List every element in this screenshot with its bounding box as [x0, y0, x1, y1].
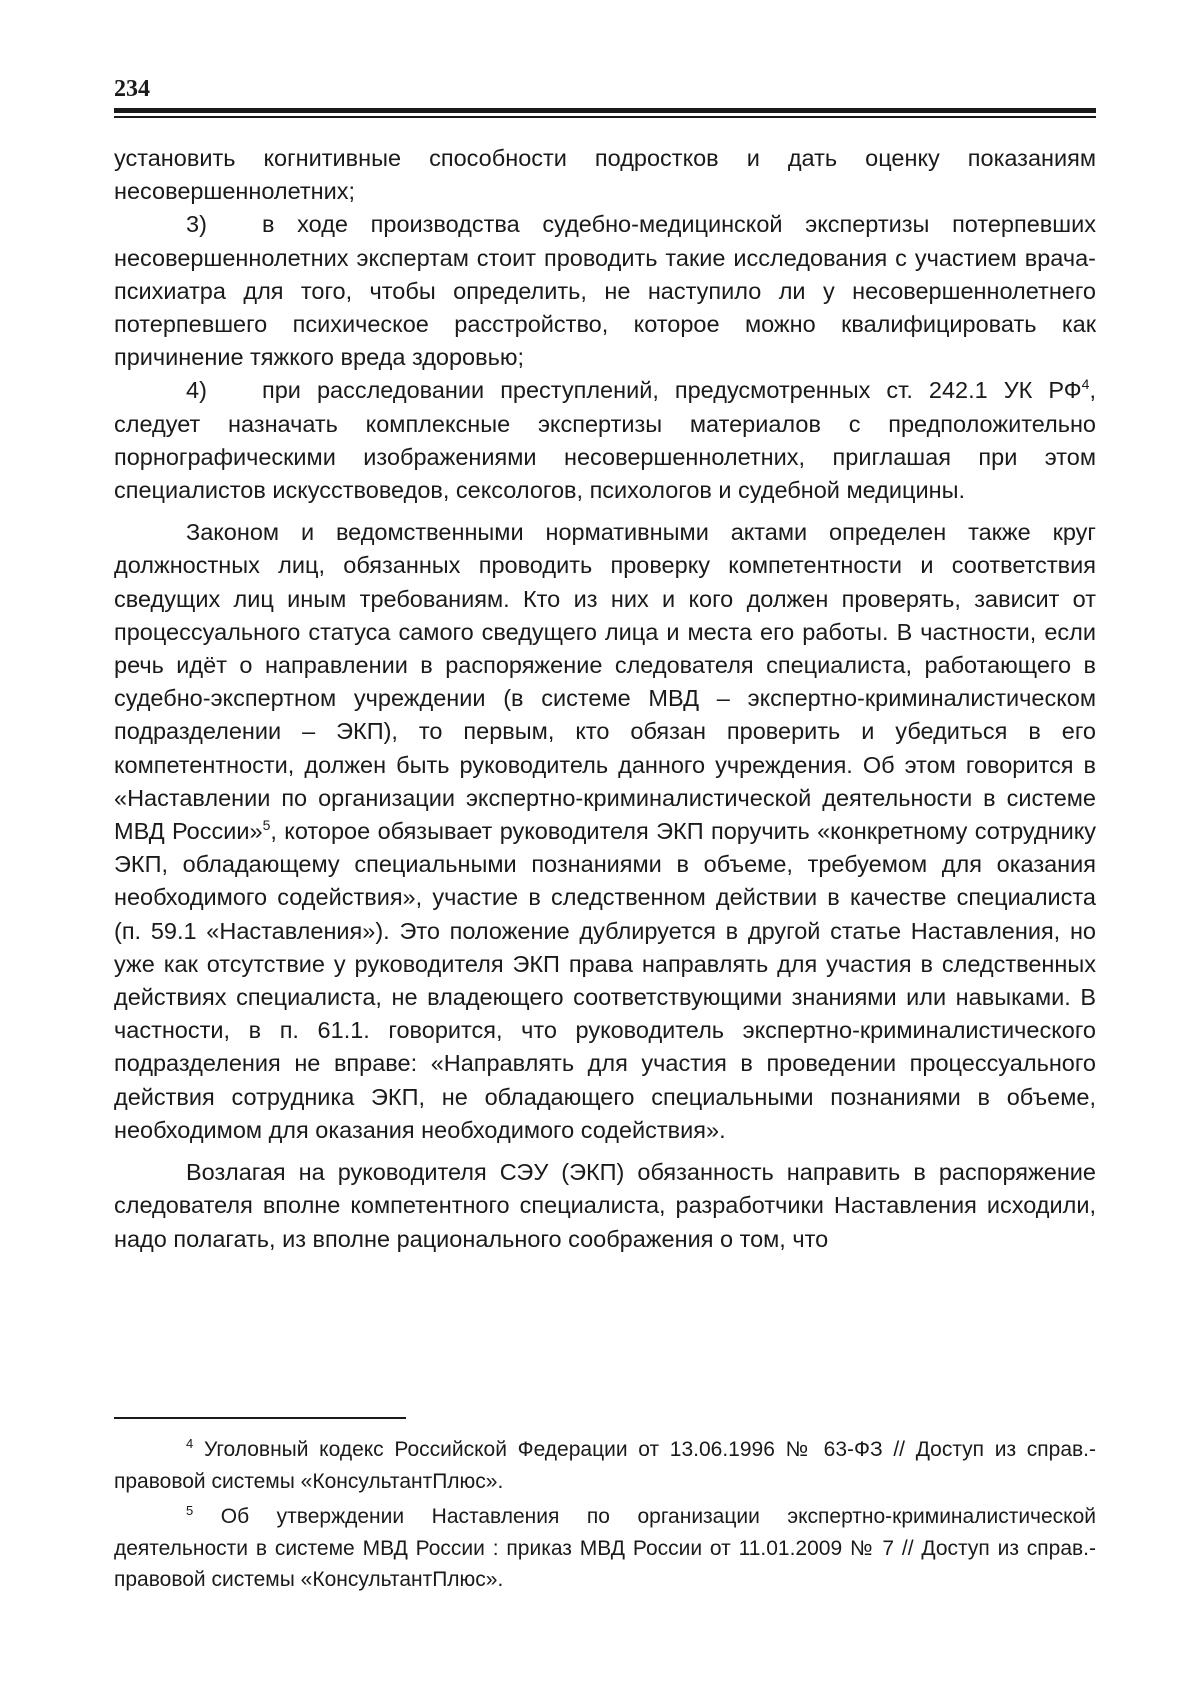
footnote-ref-4: 4 — [1081, 376, 1090, 393]
footnote-4: $^4$ Уголовный кодекс Российской Федерации от 13.06.1996 № 63-ФЗ // Доступ из справ.-правовой системы «КонсультантПлюс». — [114, 1436, 1097, 1493]
header-rule-thick — [114, 108, 1096, 113]
footnote-ref-5: 5 — [262, 817, 271, 834]
list-item-4: 4) при расследовании преступлений, предусмотренных ст. 242.1 УК $РФ^4$, следует назначать комплексные экспертизы материалов с предположительно порнографическими изображениями несовершеннолетних, приглашая при этом специалистов искусствоведов, сексологов, психологов и судебной медицины. — [114, 374, 1096, 507]
paragraph-officials: Законом и ведомственными нормативными актами определен также круг должностных лиц, обязанных проводить проверку компетентности и соответствия сведущих лиц иным требованиям. Кто из них и кого должен проверять, зависит от процессуального статуса самого сведущего лица и места его работы. В частности, если речь идёт о направлении в распоряжение следователя специалиста, работающего в судебно-экспертном учреждении (в системе МВД – экспертно-криминалистическом подразделении – ЭКП), то первым, кто обязан проверить и убедиться в его компетентности, должен быть руководитель данного учреждения. Об этом говорится в «Наставлении по организации экспертно-криминалистической деятельности в системе МВД России»$^5$, которое обязывает руководителя ЭКП поручить «конкретному сотруднику ЭКП, обладающему специальными познаниями в объеме, требуемом для оказания необходимого содействия», участие в следственном действии в качестве специалиста (п. 59.1 «Наставления»). Это положение дублируется в другой статье Наставления, но уже как отсутствие у руководителя ЭКП права направлять для участия в следственных действиях специалиста, не владеющего соответствующими знаниями или навыками. В частности, в п. 61.1. говорится, что руководитель экспертно-криминалистического подразделения не вправе: «Направлять для участия в проведении процессуального действия сотрудника ЭКП, не обладающего специальными познаниями в объеме, необходимом для оказания необходимого содействия». — [114, 519, 1096, 1143]
list-number: 3) — [186, 211, 207, 238]
body-text — [114, 142, 1096, 1256]
list-number: 4) — [186, 377, 207, 404]
paragraph-conclusion: Возлагая на руководителя СЭУ (ЭКП) обязанность направить в распоряжение следователя вполне компетентного специалиста, разработчики Наставления исходили, надо полагать, из вполне рационального соображения о том, что — [114, 1159, 1096, 1252]
footnote-mark: 4 — [186, 1436, 194, 1451]
footnote-5: $^5$ Об утверждении Наставления по организации экспертно-криминалистической деятельности в системе МВД России : приказ МВД России от 11.01.2009 № 7 // Доступ из справ.-правовой системы «КонсультантПлюс». — [114, 1503, 1096, 1591]
header-rule-thin — [114, 116, 1096, 118]
footnote-mark: 5 — [186, 1503, 194, 1518]
page-number: 234 — [114, 76, 150, 102]
list-item-3: 3) в ходе производства судебно-медицинской экспертизы потерпевших несовершеннолетних экспертам стоит проводить такие исследования с участием врача-психиатра для того, чтобы определить, не наступило ли у несовершеннолетнего потерпевшего психическое расстройство, которое можно квалифицировать как причинение тяжкого вреда здоровью; — [114, 208, 1096, 374]
footnotes — [114, 1434, 1096, 1600]
paragraph-continuation: установить когнитивные способности подростков и дать оценку показаниям несовершеннолетних; — [114, 145, 1096, 205]
footnote-separator — [114, 1417, 406, 1419]
